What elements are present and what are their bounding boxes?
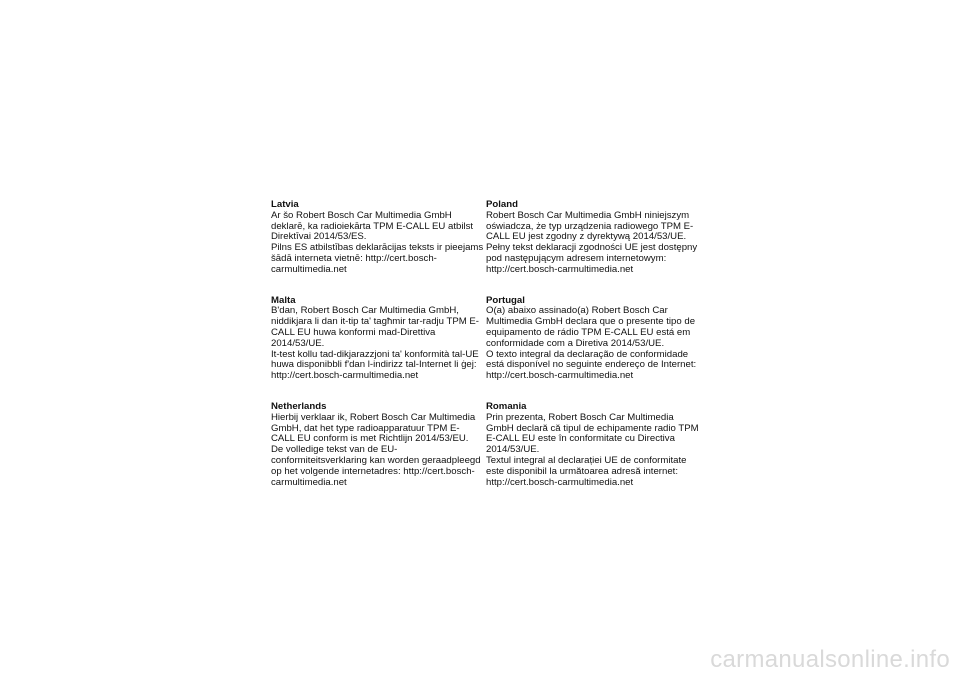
declaration-section-portugal [486, 296, 704, 382]
declaration-text-line: O texto integral da declaração de conformidade [486, 348, 689, 360]
declaration-text-line: GmbH declară că tipul de echipamente radio TPM [486, 422, 699, 434]
country-heading: Malta [271, 294, 296, 306]
declaration-text-line: šādā interneta vietnē: http://cert.bosch- [271, 252, 437, 264]
declaration-text-line: equipamento de rádio TPM E-CALL EU está em [486, 326, 691, 338]
declaration-text-line: E-CALL EU este în conformitate cu Directiva [486, 433, 675, 445]
declaration-text-line: De volledige tekst van de EU- [271, 444, 398, 456]
declaration-text-line: carmultimedia.net [271, 263, 347, 275]
declaration-text-line: pod następującym adresem internetowym: [486, 252, 667, 264]
left-column [271, 200, 489, 508]
declaration-text-line: B'dan, Robert Bosch Car Multimedia GmbH, [271, 305, 459, 317]
declaration-section-malta [271, 296, 489, 382]
declaration-text-line: oświadcza, że typ urządzenia radiowego TPM E- [486, 220, 694, 232]
declaration-text-line: conformiteitsverklaring kan worden geraadpleegd [271, 454, 481, 466]
declaration-text-line: GmbH, dat het type radioapparatuur TPM E- [271, 422, 460, 434]
declaration-text-line: Hierbij verklaar ik, Robert Bosch Car Multimedia [271, 411, 476, 423]
declaration-text-line: op het volgende internetadres: http://cert.bosch- [271, 465, 475, 477]
right-column [486, 200, 704, 508]
declaration-text-line: http://cert.bosch-carmultimedia.net [486, 476, 634, 488]
declaration-text-line: CALL EU conform is met Richtlijn 2014/53/EU. [271, 433, 469, 445]
declaration-text-line: 2014/53/UE. [271, 337, 325, 349]
country-heading: Latvia [271, 199, 299, 210]
declaration-text-line: este disponibil la următoarea adresă internet: [486, 465, 678, 477]
declaration-text-line: 2014/53/UE. [486, 444, 540, 456]
declaration-text-line: Prin prezenta, Robert Bosch Car Multimedia [486, 411, 674, 423]
declaration-section-poland [486, 200, 704, 276]
declaration-text-line: CALL EU jest zgodny z dyrektywą 2014/53/UE. [486, 231, 687, 243]
declaration-text-line: deklarē, ka radioiekārta TPM E-CALL EU atbilst [271, 220, 474, 232]
declaration-text-line: Robert Bosch Car Multimedia GmbH niniejszym [486, 209, 690, 221]
declaration-text-line: Direktīvai 2014/53/ES. [271, 231, 367, 243]
declaration-section-romania [486, 402, 704, 488]
declaration-text-line: Textul integral al declarației UE de conformitate [486, 454, 687, 466]
country-heading: Romania [486, 400, 527, 412]
declaration-text-line: conformidade com a Diretiva 2014/53/UE. [486, 337, 665, 349]
declaration-text-line: Ar šo Robert Bosch Car Multimedia GmbH [271, 209, 452, 221]
declaration-text-line: http://cert.bosch-carmultimedia.net [271, 370, 419, 382]
declaration-text-line: Pełny tekst deklaracji zgodności UE jest dostępny [486, 242, 698, 254]
declaration-text-line: niddikjara li dan it-tip ta' tagħmir tar-radju TPM E- [271, 316, 479, 328]
watermark: carmanualsonline.info [710, 646, 950, 673]
declaration-text-line: CALL EU huwa konformi mad-Direttiva [271, 326, 436, 338]
declaration-text-line: O(a) abaixo assinado(a) Robert Bosch Car [486, 305, 668, 317]
declaration-text-line: Multimedia GmbH declara que o presente tipo de [486, 316, 696, 328]
declaration-text-line: carmultimedia.net [271, 476, 347, 488]
declaration-section-netherlands [271, 402, 489, 488]
country-heading: Poland [486, 199, 518, 210]
country-heading: Netherlands [271, 400, 327, 412]
declaration-text-line: está disponível no seguinte endereço de Internet: [486, 359, 697, 371]
declaration-text-line: It-test kollu tad-dikjarazzjoni ta' konformità tal-UE [271, 348, 479, 360]
declaration-text-line: huwa disponibbli f'dan l-indirizz tal-Internet li ġej: [271, 359, 477, 371]
declaration-text-line: http://cert.bosch-carmultimedia.net [486, 263, 634, 275]
declaration-text-line: Pilns ES atbilstības deklarācijas teksts ir pieejams [271, 242, 484, 254]
declaration-text-line: http://cert.bosch-carmultimedia.net [486, 370, 634, 382]
declaration-section-latvia [271, 200, 489, 276]
country-heading: Portugal [486, 294, 525, 306]
